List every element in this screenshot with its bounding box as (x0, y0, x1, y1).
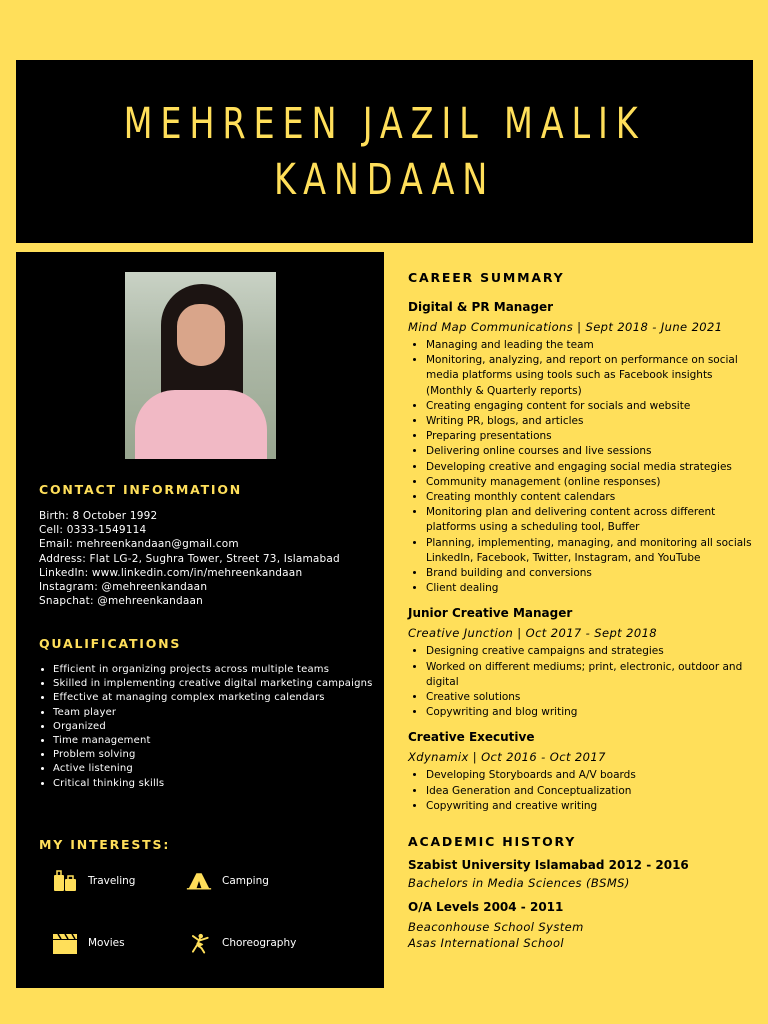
job-title: Digital & PR Manager (408, 300, 554, 314)
academic-entry (408, 857, 753, 891)
academic-entry (408, 899, 753, 951)
full-name (124, 96, 646, 208)
contact-address: Address: Flat LG-2, Sughra Tower, Street 73, Islamabad (39, 552, 340, 565)
luggage-icon (52, 869, 78, 893)
job-duties (408, 644, 753, 720)
interest-camping (186, 869, 269, 893)
contact-heading: CONTACT INFORMATION (39, 482, 243, 497)
list-item: • Planning, implementing, managing, and monitoring all socials LinkedIn, Facebook, Twitter, Instagram, and YouTube (426, 536, 753, 566)
list-item: • Time management (53, 734, 373, 748)
name-line-2: KANDAAN (273, 154, 496, 205)
list-item: • Writing PR, blogs, and articles (426, 414, 753, 429)
interest-movies (52, 931, 125, 955)
interest-label: Traveling (88, 875, 136, 887)
school-title: O/A Levels 2004 - 2011 (408, 900, 564, 915)
list-item: • Delivering online courses and live sessions (426, 444, 753, 459)
job-duties (408, 768, 753, 814)
list-item: • Brand building and conversions (426, 566, 753, 581)
list-item: • Developing Storyboards and A/V boards (426, 768, 753, 783)
school-title: Szabist University Islamabad 2012 - 2016 (408, 858, 689, 873)
interest-label: Camping (222, 875, 269, 887)
name-banner (16, 60, 753, 243)
job-company-dates: Creative Junction | Oct 2017 - Sept 2018 (408, 626, 657, 641)
list-item: • Organized (53, 720, 373, 734)
contact-linkedin[interactable]: LinkedIn: www.linkedin.com/in/mehreenkandaan (39, 566, 303, 579)
academic-history-heading: ACADEMIC HISTORY (408, 834, 577, 850)
list-item: • Problem solving (53, 748, 373, 762)
list-item: • Community management (online responses) (426, 475, 753, 490)
contact-cell: Cell: 0333-1549114 (39, 524, 147, 537)
degree: Bachelors in Media Sciences (BSMS) (408, 876, 630, 891)
job-entry (408, 299, 753, 596)
interest-choreography (186, 931, 296, 955)
job-company-dates: Mind Map Communications | Sept 2018 - June 2021 (408, 320, 723, 334)
list-item: • Creative solutions (426, 690, 753, 705)
dancer-icon (186, 931, 212, 955)
list-item: • Efficient in organizing projects across multiple teams (53, 663, 373, 677)
profile-photo (125, 272, 276, 459)
job-entry (408, 729, 753, 814)
contact-snapchat[interactable]: Snapchat: @mehreenkandaan (39, 595, 203, 608)
interest-label: Choreography (222, 937, 297, 949)
list-item: • Active listening (53, 762, 373, 776)
qualifications-list (39, 663, 373, 791)
list-item: • Developing creative and engaging social media strategies (426, 460, 753, 475)
qualifications-heading: QUALIFICATIONS (39, 636, 182, 651)
tent-icon (186, 869, 212, 893)
school-name: Asas International School (408, 936, 564, 951)
interests-heading: MY INTERESTS: (39, 837, 171, 852)
sidebar (16, 252, 384, 988)
list-item: • Worked on different mediums; print, electronic, outdoor and digital (426, 660, 753, 690)
job-title: Junior Creative Manager (408, 606, 573, 621)
list-item: • Creating engaging content for socials and website (426, 399, 753, 414)
contact-list (39, 509, 379, 608)
list-item: • Copywriting and creative writing (426, 799, 753, 814)
school-name: Beaconhouse School System (408, 920, 584, 935)
clapperboard-icon (52, 931, 78, 955)
contact-instagram[interactable]: Instagram: @mehreenkandaan (39, 581, 208, 594)
interest-label: Movies (88, 937, 125, 949)
list-item: • Monitoring, analyzing, and report on performance on social media platforms using tools such as Facebook insights (Monthly & Quarterly reports) (426, 353, 753, 399)
list-item: • Managing and leading the team (426, 338, 753, 353)
name-line-1: MEHREEN JAZIL MALIK (123, 98, 646, 149)
list-item: • Effective at managing complex marketing calendars (53, 691, 373, 705)
job-title: Creative Executive (408, 730, 535, 745)
job-entry (408, 605, 753, 720)
list-item: • Copywriting and blog writing (426, 705, 753, 720)
list-item: • Designing creative campaigns and strategies (426, 644, 753, 659)
interest-traveling (52, 869, 135, 893)
list-item: • Team player (53, 706, 373, 720)
main-column (408, 270, 753, 951)
list-item: • Monitoring plan and delivering content across different platforms using a scheduling tool, Buffer (426, 505, 753, 535)
career-summary-heading: CAREER SUMMARY (408, 270, 565, 285)
list-item: • Client dealing (426, 581, 753, 596)
job-duties (408, 338, 753, 596)
contact-email[interactable]: Email: mehreenkandaan@gmail.com (39, 538, 239, 551)
list-item: • Idea Generation and Conceptualization (426, 784, 753, 799)
list-item: • Critical thinking skills (53, 777, 373, 791)
contact-birth: Birth: 8 October 1992 (39, 510, 158, 522)
job-company-dates: Xdynamix | Oct 2016 - Oct 2017 (408, 750, 606, 765)
list-item: • Skilled in implementing creative digital marketing campaigns (53, 677, 373, 691)
list-item: • Creating monthly content calendars (426, 490, 753, 505)
list-item: • Preparing presentations (426, 429, 753, 444)
